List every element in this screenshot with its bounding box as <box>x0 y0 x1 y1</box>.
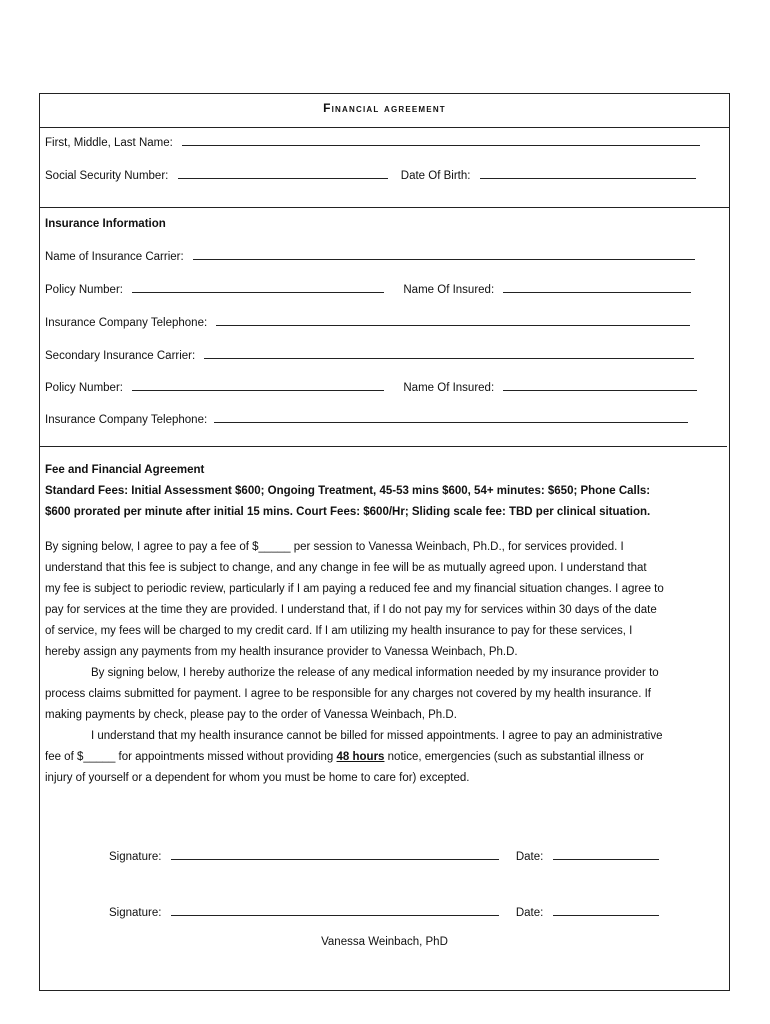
insured2-label: Name Of Insured: <box>403 382 495 394</box>
policy2-row <box>45 381 697 394</box>
dob-field[interactable] <box>480 169 696 179</box>
agreement-line: hereby assign any payments from my health insurance provider to Vanessa Weinbach, Ph.D. <box>45 646 518 658</box>
name-field[interactable] <box>182 136 700 146</box>
section-divider <box>40 446 727 447</box>
date-field[interactable] <box>553 906 659 916</box>
agreement-line: understand that this fee is subject to change, and any change in fee will be as mutually agreed upon. I understand that <box>45 562 647 574</box>
signature-row-1 <box>109 850 659 863</box>
agreement-line: By signing below, I agree to pay a fee of $_____ per session to Vanessa Weinbach, Ph.D., for services provided. I <box>45 541 624 553</box>
policy2-label: Policy Number: <box>45 382 123 394</box>
insured-label: Name Of Insured: <box>403 284 495 296</box>
phone2-row <box>45 413 688 426</box>
policy-label: Policy Number: <box>45 284 123 296</box>
agreement-line: pay for services at the time they are provided. I understand that, if I do not pay my for services within 30 days of the date <box>45 604 657 616</box>
carrier-row <box>45 250 695 263</box>
policy-row <box>45 283 691 296</box>
carrier-label: Name of Insurance Carrier: <box>45 251 184 263</box>
insurance-heading: Insurance Information <box>45 218 166 230</box>
policy-field[interactable] <box>132 283 384 293</box>
signature-label: Signature: <box>109 907 162 919</box>
carrier-field[interactable] <box>193 250 695 260</box>
date-field[interactable] <box>553 850 659 860</box>
phone-label: Insurance Company Telephone: <box>45 317 208 329</box>
secondary-label: Secondary Insurance Carrier: <box>45 350 196 362</box>
fee-section <box>45 460 720 523</box>
signature-label: Signature: <box>109 851 162 863</box>
dob-label: Date Of Birth: <box>400 170 471 182</box>
signature-field[interactable] <box>171 906 499 916</box>
date-label: Date: <box>515 907 544 919</box>
agreement-line: By signing below, I hereby authorize the release of any medical information needed by my insurance provider to <box>91 667 659 679</box>
name-row <box>45 136 700 149</box>
fee-line: Standard Fees: Initial Assessment $600; Ongoing Treatment, 45-53 mins $600, 54+ minutes: $650; Phone Calls: <box>45 485 651 497</box>
secondary-row <box>45 349 694 362</box>
agreement-text-part: fee of $_____ for appointments missed without providing <box>45 751 337 763</box>
agreement-line: process claims submitted for payment. I agree to be responsible for any charges not covered by my health insurance. If <box>45 688 651 700</box>
agreement-line: I understand that my health insurance cannot be billed for missed appointments. I agree to pay an administrative <box>91 730 663 742</box>
personal-section <box>40 128 729 208</box>
name-label: First, Middle, Last Name: <box>45 137 173 149</box>
agreement-line: of service, my fees will be charged to my credit card. If I am utilizing my health insurance to pay for these services, I <box>45 625 633 637</box>
ssn-row <box>45 169 696 182</box>
policy2-field[interactable] <box>132 381 384 391</box>
agreement-line: making payments by check, please pay to the order of Vanessa Weinbach, Ph.D. <box>45 709 457 721</box>
secondary-field[interactable] <box>204 349 694 359</box>
phone-field[interactable] <box>216 316 690 326</box>
signature-row-2 <box>109 906 659 919</box>
agreement-text <box>45 537 725 789</box>
notice-hours: 48 hours <box>336 751 385 763</box>
financial-agreement-form <box>39 93 730 991</box>
phone2-field[interactable] <box>214 413 688 423</box>
agreement-text-part: notice, emergencies (such as substantial illness or <box>384 751 644 763</box>
insured-field[interactable] <box>503 283 691 293</box>
ssn-label: Social Security Number: <box>45 170 169 182</box>
agreement-line: my fee is subject to periodic review, particularly if I am paying a reduced fee and my financial situation changes. I agree to <box>45 583 664 595</box>
agreement-line <box>45 747 725 768</box>
phone-row <box>45 316 690 329</box>
fee-line: $600 prorated per minute after initial 15 mins. Court Fees: $600/Hr; Sliding scale fee: TBD per clinical situation. <box>45 506 651 518</box>
signature-field[interactable] <box>171 850 499 860</box>
insured2-field[interactable] <box>503 381 697 391</box>
date-label: Date: <box>515 851 544 863</box>
phone2-label: Insurance Company Telephone: <box>45 414 208 426</box>
insurance-section <box>40 208 729 448</box>
agreement-line: injury of yourself or a dependent for whom you must be home to care for) excepted. <box>45 772 470 784</box>
therapist-name: Vanessa Weinbach, PhD <box>321 936 448 948</box>
fee-heading: Fee and Financial Agreement <box>45 464 205 476</box>
form-title: Financial agreement <box>40 94 729 128</box>
ssn-field[interactable] <box>178 169 388 179</box>
